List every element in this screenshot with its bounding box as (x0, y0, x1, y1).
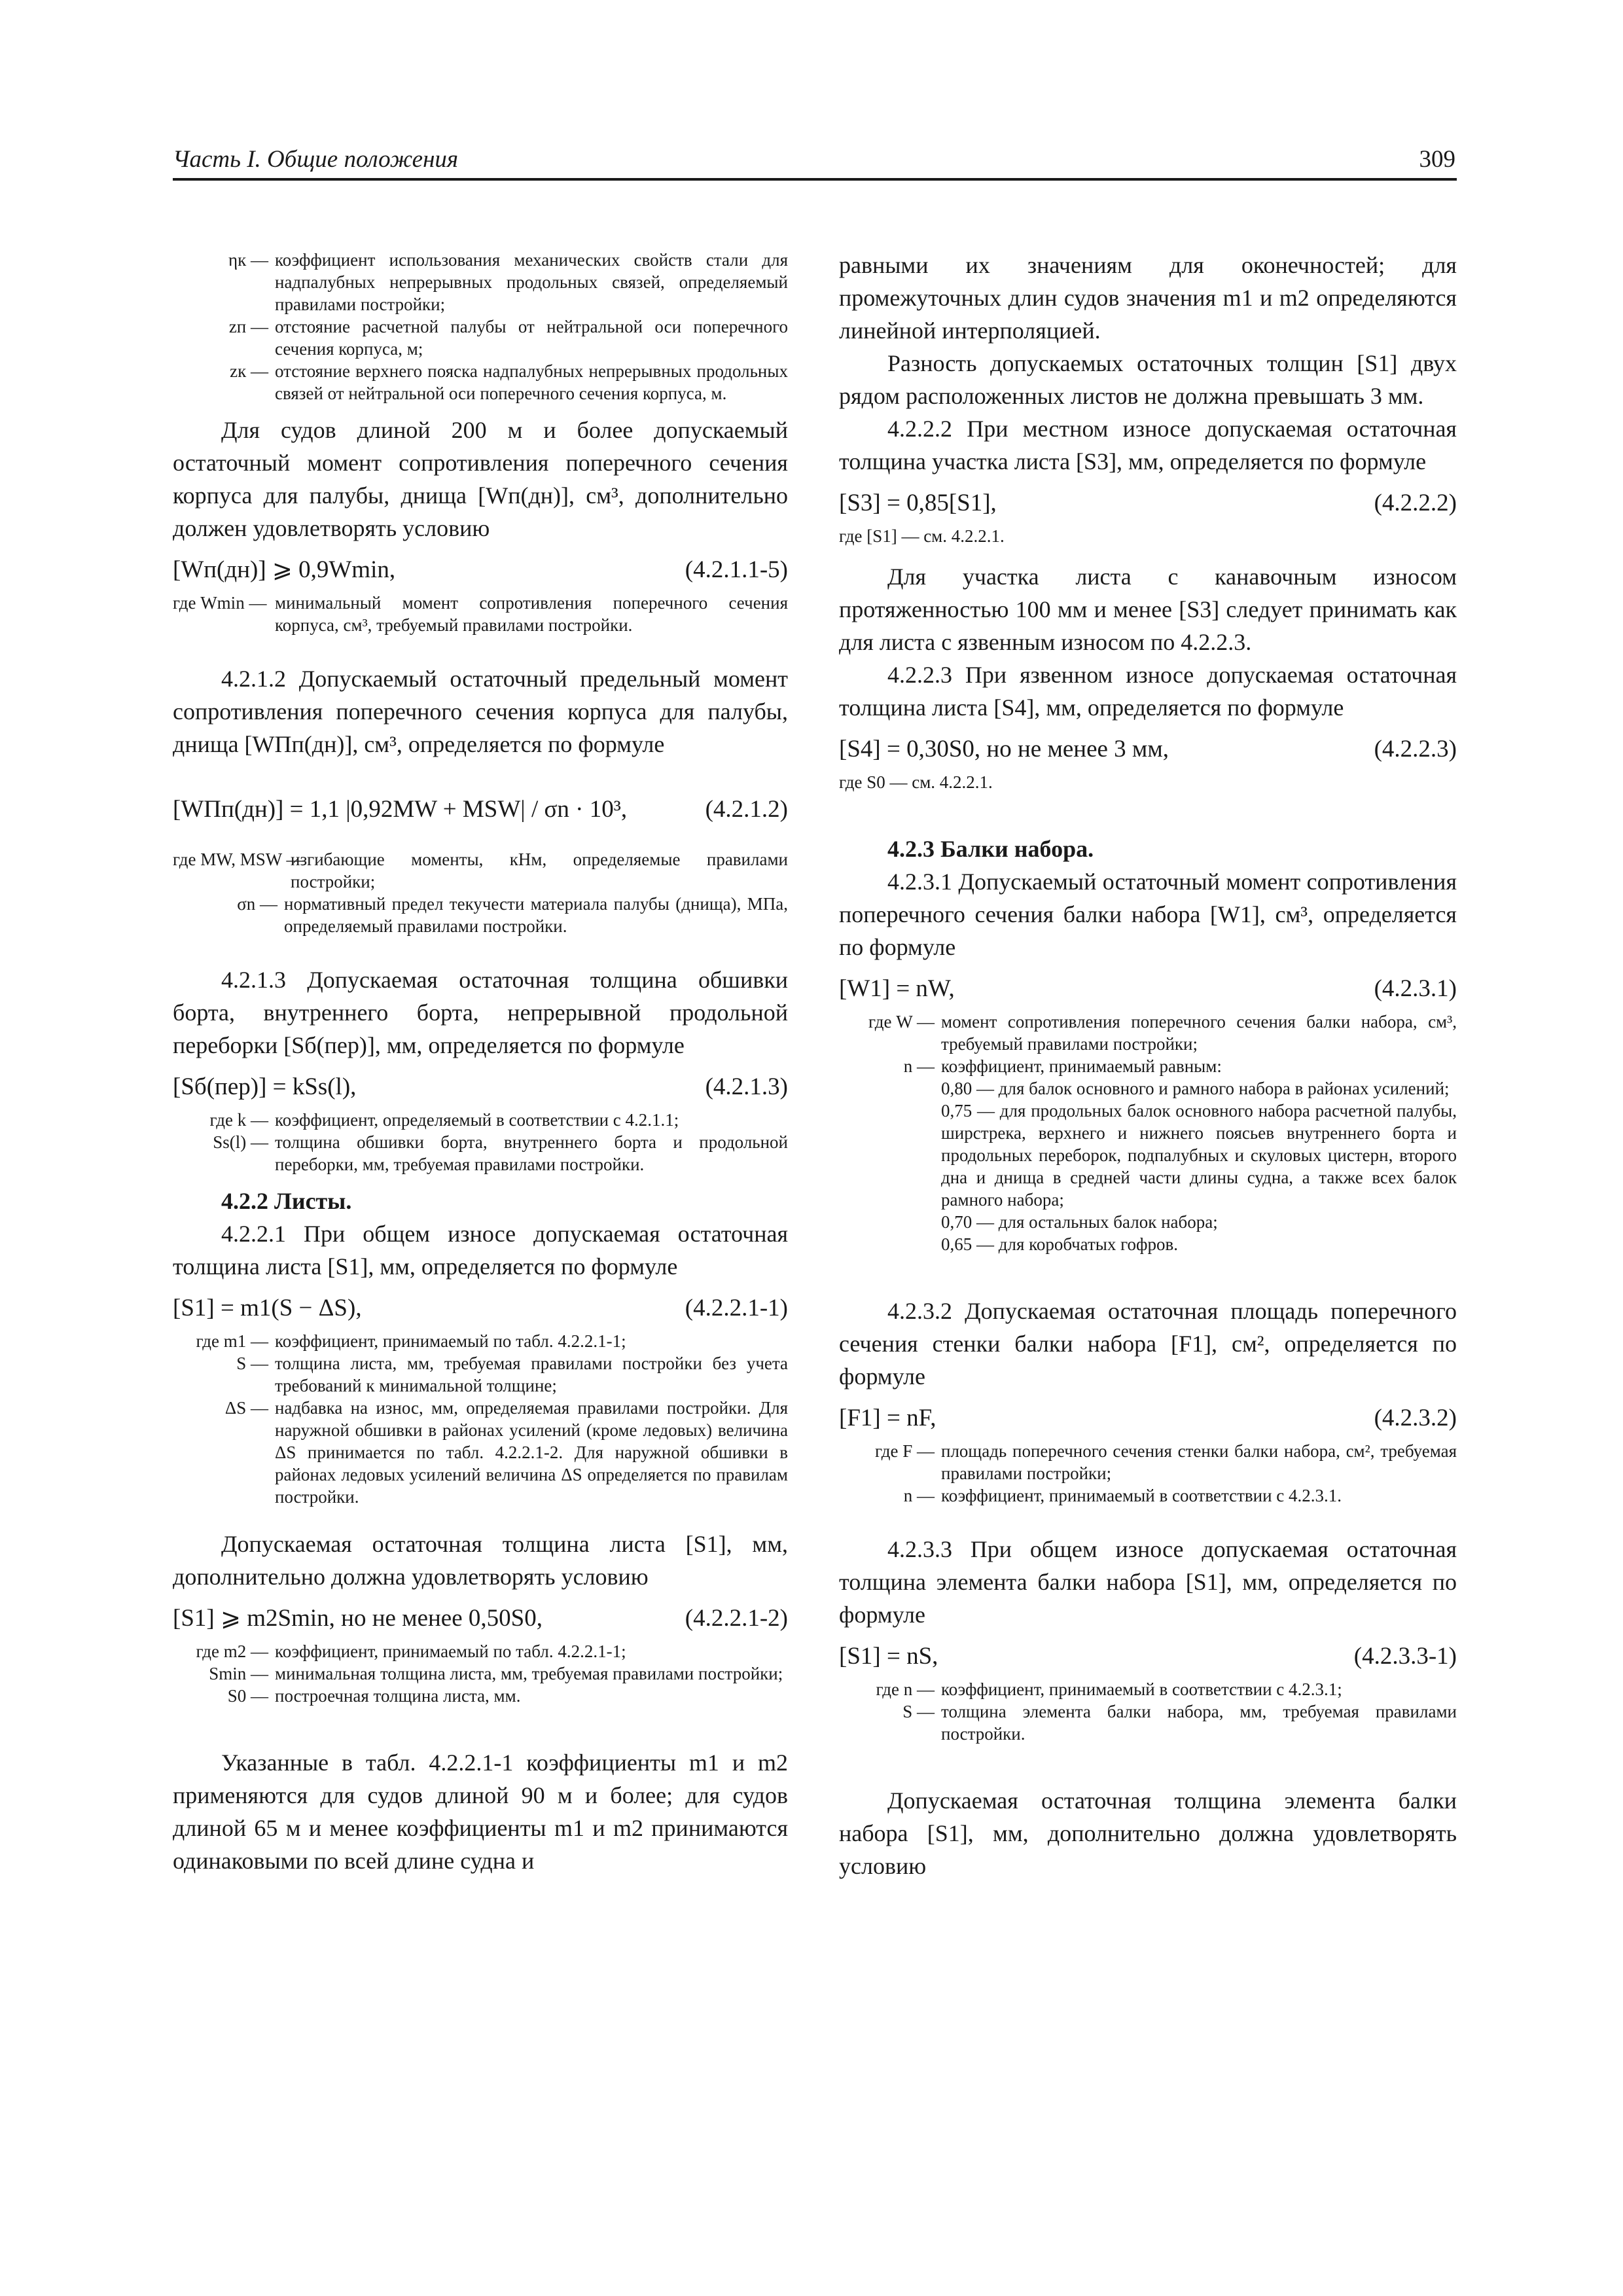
where-row (839, 1484, 1457, 1507)
where-symbol: S — (236, 1354, 268, 1373)
where-text: коэффициент, принимаемый в соответствии с 4.2.3.1; (941, 1679, 1342, 1699)
where-text: коэффициент, принимаемый по табл. 4.2.2.1-1; (275, 1331, 626, 1351)
where-row (173, 592, 788, 636)
paragraph: Допускаемая остаточная толщина листа [S1], мм, дополнительно должна удовлетворять условию (173, 1531, 788, 1590)
formula-expression: [Sб(пер)] = kSs(l), (173, 1073, 357, 1100)
where-text: площадь поперечного сечения стенки балки набора, см², требуемая правилами постройки; (941, 1441, 1457, 1483)
where-text: минимальный момент сопротивления поперечного сечения корпуса, см³, требуемый правилами постройки. (275, 593, 788, 635)
where-symbol: Ss(l) — (213, 1132, 268, 1152)
where-text: коэффициент, принимаемый по табл. 4.2.2.1-1; (275, 1641, 626, 1661)
paragraph: Допускаемая остаточная толщина элемента балки набора [S1], мм, дополнительно должна удовлетворять условию (839, 1787, 1457, 1879)
formula-number: (4.2.1.3) (705, 1073, 788, 1100)
paragraph: 4.2.2.1 При общем износе допускаемая остаточная толщина листа [S1], мм, определяется по формуле (173, 1221, 788, 1280)
where-symbol: ΔS — (224, 1398, 268, 1418)
formula-number: (4.2.2.1-2) (685, 1605, 788, 1632)
where-row (839, 1440, 1457, 1484)
where-symbol: ηк — (228, 250, 268, 270)
formula-expression: [S1] = nS, (839, 1643, 938, 1670)
where-symbol: где m2 — (196, 1641, 268, 1661)
where-row (839, 1011, 1457, 1055)
paragraph: Для судов длиной 200 м и более допускаемый остаточный момент сопротивления поперечного сечения корпуса для палубы, днища [Wп(дн)], см³, дополнительно должен удовлетворять условию (173, 417, 788, 541)
where-row (173, 1109, 788, 1131)
coefficient-item: 0,65 — для коробчатых гофров. (941, 1234, 1179, 1254)
left-column (173, 249, 788, 1877)
paragraph: 4.2.1.3 Допускаемая остаточная толщина обшивки борта, внутреннего борта, непрерывной продольной переборки [Sб(пер)], мм, определяется по формуле (173, 967, 788, 1058)
where-text: отстояние расчетной палубы от нейтральной оси поперечного сечения корпуса, м; (275, 317, 788, 359)
where-text: нормативный предел текучести материала палубы (днища), МПа, определяемый правилами постройки. (284, 894, 788, 936)
where-text: коэффициент, принимаемый равным: (941, 1056, 1222, 1076)
where-row (173, 360, 788, 404)
where-row (173, 893, 788, 937)
where-row (839, 1055, 1457, 1077)
where-block (839, 1011, 1457, 1255)
where-block (839, 1440, 1457, 1507)
page-number: 309 (1419, 146, 1455, 173)
where-symbol: где Wmin — (173, 593, 267, 613)
where-text: толщина элемента балки набора, мм, требуемая правилами постройки. (941, 1702, 1457, 1744)
where-block (839, 1678, 1457, 1745)
where-block (173, 592, 788, 636)
where-block (173, 848, 788, 937)
where-block (173, 249, 788, 404)
header-rule (173, 178, 1457, 181)
where-symbol: S0 — (227, 1686, 268, 1706)
where-symbol: n — (903, 1486, 935, 1505)
where-text: построечная толщина листа, мм. (275, 1686, 521, 1706)
where-row (173, 848, 788, 893)
where-row (173, 1397, 788, 1508)
formula-expression: [Wп(дн)] ⩾ 0,9Wmin, (173, 556, 396, 583)
where-row (173, 249, 788, 315)
formula (173, 1071, 788, 1103)
where-row (839, 1678, 1457, 1700)
where-symbol: где k — (209, 1110, 268, 1130)
where-symbol: n — (903, 1056, 935, 1076)
formula-number: (4.2.3.2) (1374, 1405, 1457, 1431)
section-heading: 4.2.3 Балки набора. (887, 836, 1094, 862)
where-symbol: где MW, MSW — (173, 850, 304, 869)
formula (839, 973, 1457, 1005)
formula-expression: [W1] = nW, (839, 975, 955, 1002)
formula (173, 1602, 788, 1635)
formula-expression: [S1] = m1(S − ΔS), (173, 1295, 362, 1321)
paragraph: равными их значениям для оконечностей; для промежуточных длин судов значения m1 и m2 определяются линейной интерполяцией. (839, 252, 1457, 344)
where-symbol: где n — (876, 1679, 935, 1699)
where-text: коэффициент, принимаемый в соответствии с 4.2.3.1. (941, 1486, 1342, 1505)
formula-number: (4.2.2.1-1) (685, 1295, 788, 1321)
where-block (173, 1109, 788, 1175)
paragraph: 4.2.1.2 Допускаемый остаточный предельный момент сопротивления поперечного сечения корпуса для палубы, днища [WПп(дн)], см³, определяется по формуле (173, 666, 788, 757)
where-symbol: где m1 — (196, 1331, 268, 1351)
section-title: Часть I. Общие положения (173, 146, 459, 173)
where-row (173, 1662, 788, 1685)
where-text: коэффициент, определяемый в соответствии с 4.2.1.1; (275, 1110, 679, 1130)
where-symbol: S — (902, 1702, 935, 1721)
where-note: где S0 — см. 4.2.2.1. (839, 772, 993, 792)
where-symbol: Smin — (209, 1664, 268, 1683)
formula (839, 487, 1457, 520)
running-header (173, 145, 1455, 179)
where-row (839, 1700, 1457, 1745)
where-text: толщина листа, мм, требуемая правилами постройки без учета требований к минимальной толщине; (275, 1354, 788, 1395)
where-row (173, 315, 788, 360)
where-text: изгибающие моменты, кНм, определяемые правилами постройки; (291, 850, 788, 891)
formula-expression: [WПп(дн)] = 1,1 |0,92MW + MSW| / σn · 10³, (173, 796, 628, 823)
where-block (173, 1330, 788, 1508)
where-symbol: zк — (230, 361, 268, 381)
paragraph: 4.2.2.3 При язвенном износе допускаемая остаточная толщина листа [S4], мм, определяется по формуле (839, 662, 1457, 721)
paragraph: 4.2.3.3 При общем износе допускаемая остаточная толщина элемента балки набора [S1], мм, определяется по формуле (839, 1536, 1457, 1628)
where-symbol: σn — (237, 894, 277, 914)
formula-number: (4.2.1.2) (705, 796, 788, 823)
where-row (173, 1685, 788, 1707)
formula-number: (4.2.3.3-1) (1353, 1643, 1457, 1670)
coefficient-item: 0,80 — для балок основного и рамного набора в районах усилений; (941, 1079, 1450, 1098)
where-row (173, 1352, 788, 1397)
where-block (173, 1640, 788, 1707)
where-text: коэффициент использования механических свойств стали для надпалубных непрерывных продольных связей, определяемый правилами постройки; (275, 250, 788, 314)
paragraph: 4.2.2.2 При местном износе допускаемая остаточная толщина участка листа [S3], мм, определяется по формуле (839, 416, 1457, 475)
where-note: где [S1] — см. 4.2.2.1. (839, 526, 1005, 546)
formula (839, 1640, 1457, 1673)
where-row (173, 1640, 788, 1662)
where-text: толщина обшивки борта, внутреннего борта и продольной переборки, мм, требуемая правилами постройки. (275, 1132, 788, 1174)
formula-number: (4.2.2.2) (1374, 490, 1457, 516)
formula-expression: [S1] ⩾ m2Smin, но не менее 0,50S0, (173, 1605, 543, 1632)
paragraph: Для участка листа с канавочным износом протяженностью 100 мм и менее [S3] следует принимать как для листа с язвенным износом по 4.2.2.3. (839, 564, 1457, 655)
formula-expression: [S3] = 0,85[S1], (839, 490, 997, 516)
section-heading: 4.2.2 Листы. (221, 1188, 352, 1214)
paragraph: 4.2.3.1 Допускаемый остаточный момент сопротивления поперечного сечения балки набора [W1], см³, определяется по формуле (839, 869, 1457, 960)
where-symbol: где F — (875, 1441, 935, 1461)
paragraph: 4.2.3.2 Допускаемая остаточная площадь поперечного сечения стенки балки набора [F1], см², определяется по формуле (839, 1298, 1457, 1390)
coefficient-item: 0,70 — для остальных балок набора; (941, 1212, 1218, 1232)
where-symbol: zп — (228, 317, 268, 336)
formula-number: (4.2.3.1) (1374, 975, 1457, 1002)
where-row (173, 1330, 788, 1352)
paragraph: Указанные в табл. 4.2.2.1-1 коэффициенты m1 и m2 применяются для судов длиной 90 м и более; для судов длиной 65 м и менее коэффициенты m1 и m2 принимаются одинаковыми по всей длине судна и (173, 1749, 788, 1874)
coefficient-item: 0,75 — для продольных балок основного набора расчетной палубы, ширстрека, верхнего и нижнего поясьев внутреннего борта и продольных переборок, подпалубных и скуловых цистерн, второго дна и днища в средней части длины судна, а также всех балок рамного набора; (941, 1101, 1457, 1210)
where-text: надбавка на износ, мм, определяемая правилами постройки. Для наружной обшивки в районах усилений (кроме ледовых) величина ΔS принимается по табл. 4.2.2.1-2. Для наружной обшивки в районах ледовых усилений величина ΔS определяется по правилам постройки. (275, 1398, 788, 1507)
formula-expression: [F1] = nF, (839, 1405, 936, 1431)
right-column (839, 249, 1457, 1882)
formula (173, 554, 788, 586)
formula (173, 770, 788, 848)
formula-expression: [S4] = 0,30S0, но не менее 3 мм, (839, 736, 1169, 762)
formula (839, 1402, 1457, 1435)
where-text: момент сопротивления поперечного сечения балки набора, см³, требуемый правилами постройки; (941, 1012, 1457, 1054)
formula (839, 733, 1457, 766)
where-text: отстояние верхнего пояска надпалубных непрерывных продольных связей от нейтральной оси поперечного сечения корпуса, м. (275, 361, 788, 403)
where-symbol: где W — (868, 1012, 935, 1031)
where-row (173, 1131, 788, 1175)
where-text: минимальная толщина листа, мм, требуемая правилами постройки; (275, 1664, 783, 1683)
formula-number: (4.2.1.1-5) (685, 556, 788, 583)
formula-number: (4.2.2.3) (1374, 736, 1457, 762)
paragraph: Разность допускаемых остаточных толщин [S1] двух рядом расположенных листов не должна превышать 3 мм. (839, 350, 1457, 409)
formula (173, 1292, 788, 1325)
